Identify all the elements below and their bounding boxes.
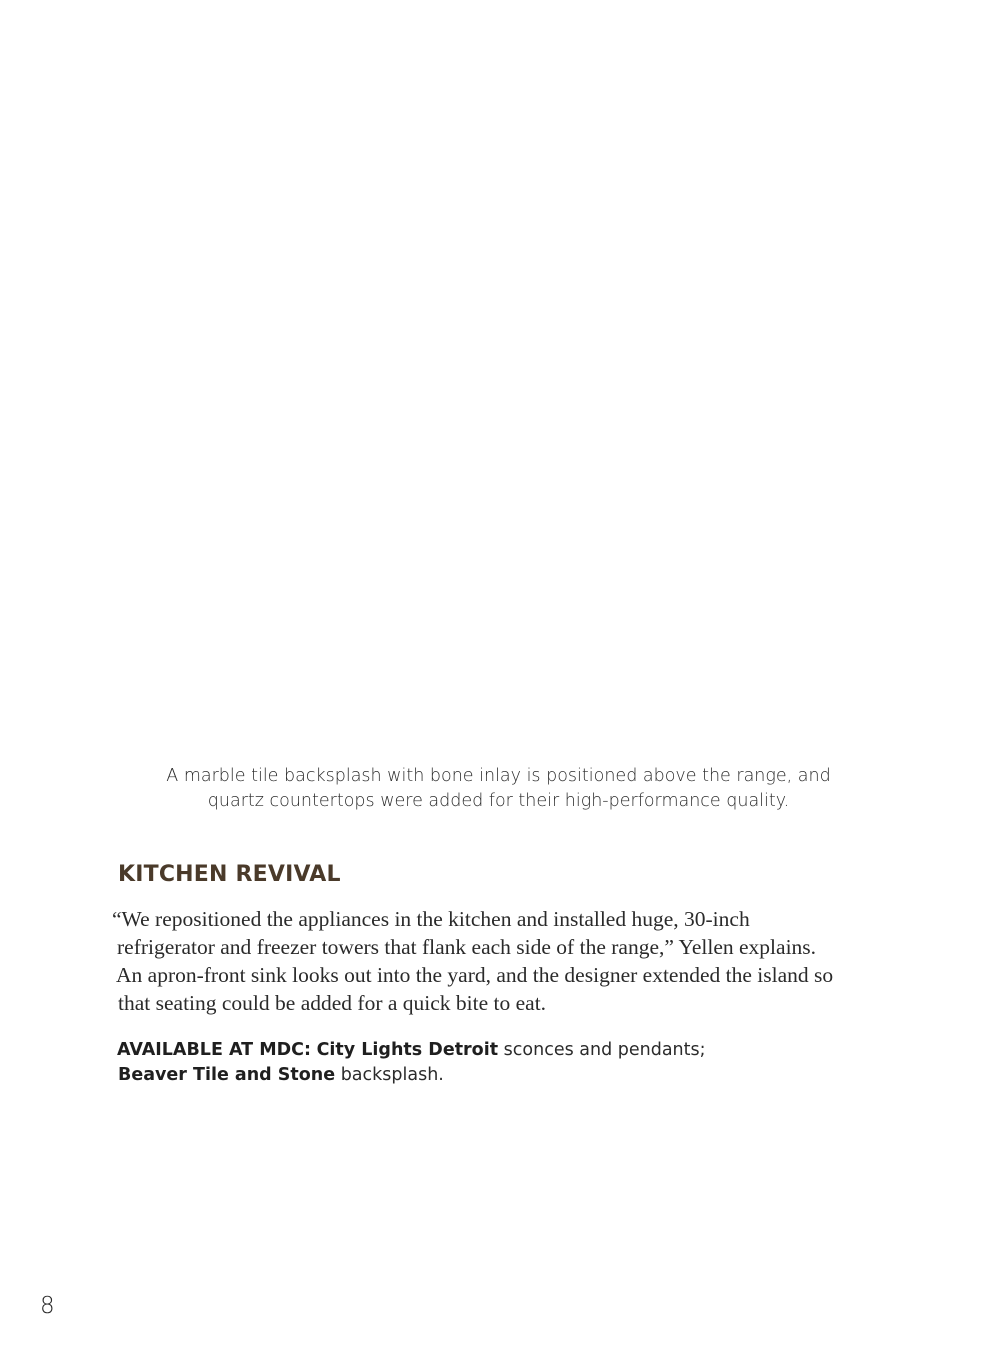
availability-label: AVAILABLE AT MDC: [117,1040,311,1060]
photo-caption [120,764,877,814]
availability-line-1 [117,1038,877,1063]
caption-line-2: quartz countertops were added for their high-performance quality. [207,791,790,811]
availability-line-2 [117,1063,877,1088]
vendor-name: City Lights Detroit [316,1040,499,1060]
vendor-items: backsplash. [340,1065,444,1085]
body-line: “We repositioned the appliances in the kitchen and installed huge, 30-inch [112,907,750,931]
caption-line-1: A marble tile backsplash with bone inlay is positioned above the range, and [166,766,831,786]
body-line: An apron-front sink looks out into the yard, and the designer extended the island so [116,963,834,987]
availability-note [117,1038,877,1088]
body-line: refrigerator and freezer towers that flank each side of the range,” Yellen explains. [117,935,817,959]
vendor-name: Beaver Tile and Stone [118,1065,336,1085]
page-number: 8 [40,1293,55,1319]
vendor-items: sconces and pendants; [503,1040,706,1060]
section-heading: KITCHEN REVIVAL [118,862,341,887]
article-body [112,905,902,1017]
body-line: that seating could be added for a quick bite to eat. [118,991,547,1015]
